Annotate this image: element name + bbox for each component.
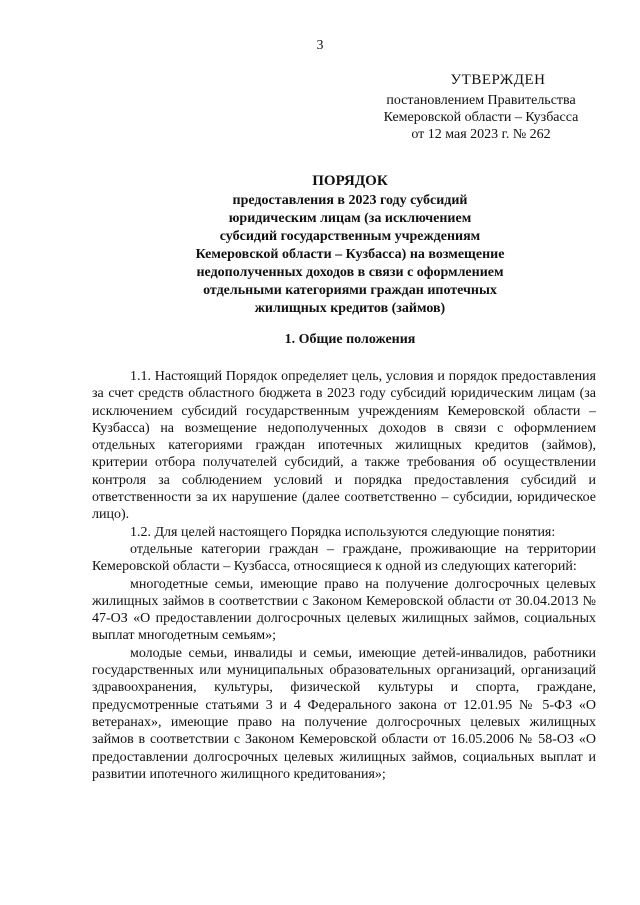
approval-line: постановлением Правительства bbox=[386, 93, 576, 108]
approval-stamp bbox=[366, 72, 596, 143]
title-line: предоставления в 2023 году субсидий bbox=[232, 193, 468, 208]
title-line: отдельными категориями граждан ипотечных bbox=[203, 283, 497, 298]
title-line: юридическим лицам (за исключением bbox=[228, 211, 472, 226]
document-body bbox=[92, 368, 596, 783]
section-heading: 1. Общие положения bbox=[284, 332, 416, 347]
paragraph: 1.2. Для целей настоящего Порядка используются следующие понятия: bbox=[130, 524, 556, 540]
paragraph: 1.1. Настоящий Порядок определяет цель, условия и порядок предоставления за счет средств областного бюджета в 2023 году субсидий юридическим лицам (за исключением субсидий государственным учреждениям Кемеровской области – Кузбасса) на возмещение недополученных доходов в связи с оформлением отдельных категориями граждан ипотечных жилищных кредитов (займов), критерии отбора получателей субсидий, а также требования об осуществлении контроля за соблюдением условий и порядка предоставления субсидий и ответственности за их нарушение (далее соответственно – субсидии, юридическое лицо). bbox=[92, 369, 596, 523]
approval-heading: УТВЕРЖДЕН bbox=[450, 72, 546, 88]
paragraph: отдельные категории граждан – граждане, проживающие на территории Кемеровской области – Кузбасса, относящиеся к одной из следующих категорий: bbox=[92, 541, 596, 575]
title-line: субсидий государственным учреждениям bbox=[219, 229, 481, 244]
document-title bbox=[120, 172, 580, 318]
paragraph: молодые семьи, инвалиды и семьи, имеющие детей-инвалидов, работники государственных или муниципальных образовательных организаций, организаций здравоохранения, культуры, физической культуры и спорта, граждане, предусмотренные статьями 3 и 4 Федерального закона от 12.01.95 № 5-ФЗ «О ветеранах», имеющие право на получение долгосрочных целевых жилищных займов в соответствии с Законом Кемеровской области от 16.05.2006 № 58-ОЗ «О предоставлении долгосрочных целевых жилищных займов, социальных выплат и развитии ипотечного жилищного кредитования»; bbox=[92, 645, 596, 782]
page-number: 3 bbox=[316, 38, 324, 53]
approval-line: Кемеровской области – Кузбасса bbox=[383, 110, 579, 125]
title-line: жилищных кредитов (займов) bbox=[254, 301, 446, 316]
title-line: Кемеровской области – Кузбасса) на возмещение bbox=[195, 247, 505, 262]
title-line: недополученных доходов в связи с оформлением bbox=[196, 265, 504, 280]
paragraph: многодетные семьи, имеющие право на получение долгосрочных целевых жилищных займов в соответствии с Законом Кемеровской области от 30.04.2013 № 47-ОЗ «О предоставлении долгосрочных целевых жилищных займов, социальных выплат многодетным семьям»; bbox=[92, 576, 596, 644]
approval-line: от 12 мая 2023 г. № 262 bbox=[411, 127, 551, 142]
title-main: ПОРЯДОК bbox=[312, 173, 388, 189]
